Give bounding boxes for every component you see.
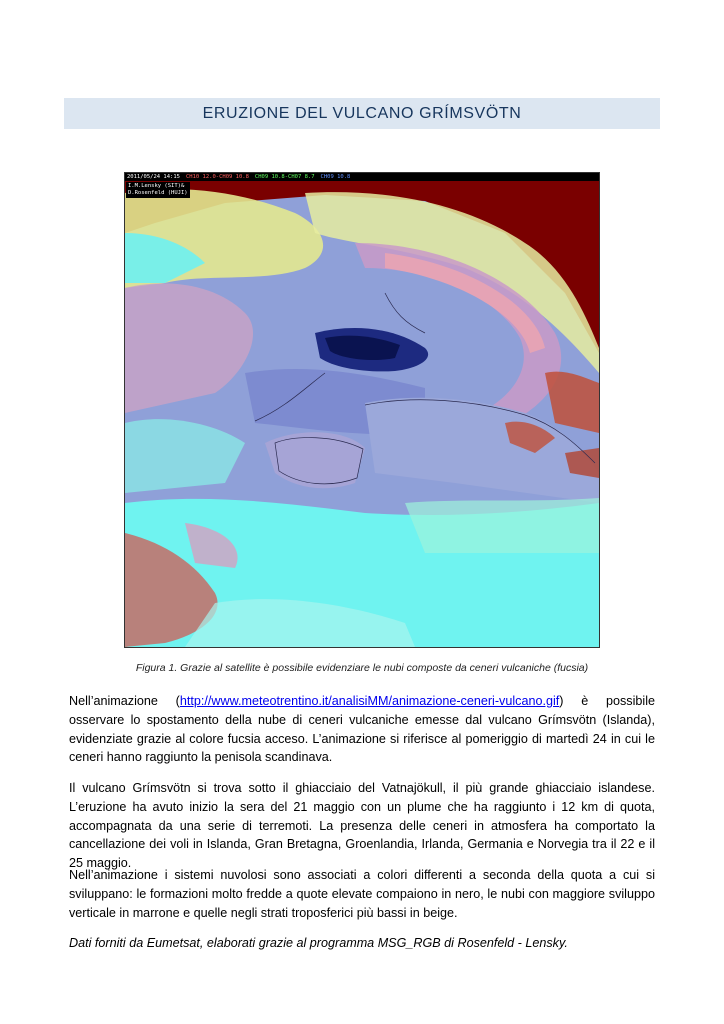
credits-line-2: D.Rosenfeld (HUJI) bbox=[128, 190, 188, 196]
satellite-header-bar bbox=[125, 173, 599, 181]
paragraph-credits: Dati forniti da Eumetsat, elaborati grazie al programma MSG_RGB di Rosenfeld - Lensky. bbox=[69, 936, 568, 950]
p1-text-before: Nell’animazione ( bbox=[69, 694, 180, 708]
page-title: ERUZIONE DEL VULCANO GRÍMSVÖTN bbox=[202, 104, 522, 122]
channel-green-label: CH09 10.8-CH07 8.7 bbox=[254, 174, 315, 180]
p1-text-after: ) è possibile osservare lo spostamento della nube di ceneri vulcaniche emesse dal vulcano Grímsvötn (Islanda), evidenziate grazie al colore fucsia acceso. L’animazione si riferisce al pomeriggio di martedì 24 in cui le ceneri hanno raggiunto la penisola scandinava. bbox=[69, 694, 656, 765]
animation-link[interactable]: http://www.meteotrentino.it/analisiMM/animazione-ceneri-vulcano.gif bbox=[179, 694, 560, 708]
title-bar bbox=[64, 98, 660, 129]
paragraph-colors: Nell’animazione i sistemi nuvolosi sono associati a colori differenti a seconda della quota a cui si sviluppano: le formazioni molto fredde a quote elevate compaiono in nero, le nubi con maggiore sviluppo verticale in marrone e quelle negli strati troposferici più bassi in beige. bbox=[69, 868, 655, 920]
credits-line-1: I.M.Lensky (SIT)& bbox=[128, 183, 185, 189]
paragraph-animation bbox=[69, 692, 655, 767]
channel-blue-label: CH09 10.8 bbox=[320, 174, 351, 180]
satellite-timestamp: 2011/05/24 14:15 bbox=[127, 174, 180, 180]
paragraph-volcano: Il vulcano Grímsvötn si trova sotto il ghiacciaio del Vatnajökull, il più grande ghiacciaio islandese. L’eruzione ha avuto inizio la sera del 21 maggio con un plume che ha raggiunto i 12 km di quota, accompagnata da una serie di terremoti. La presenza delle ceneri in atmosfera ha comportato la cancellazione dei voli in Islanda, Gran Bretagna, Groenlandia, Irlanda, Germania e Norvegia tra il 22 e il 25 maggio. bbox=[69, 781, 655, 871]
figure-caption: Figura 1. Grazie al satellite è possibile evidenziare le nubi composte da ceneri vulcaniche (fucsia) bbox=[135, 662, 589, 674]
channel-red-label: CH10 12.0-CH09 10.8 bbox=[185, 174, 249, 180]
satellite-image bbox=[124, 172, 600, 648]
satellite-rgb-map bbox=[125, 173, 599, 647]
satellite-credits bbox=[126, 182, 190, 198]
